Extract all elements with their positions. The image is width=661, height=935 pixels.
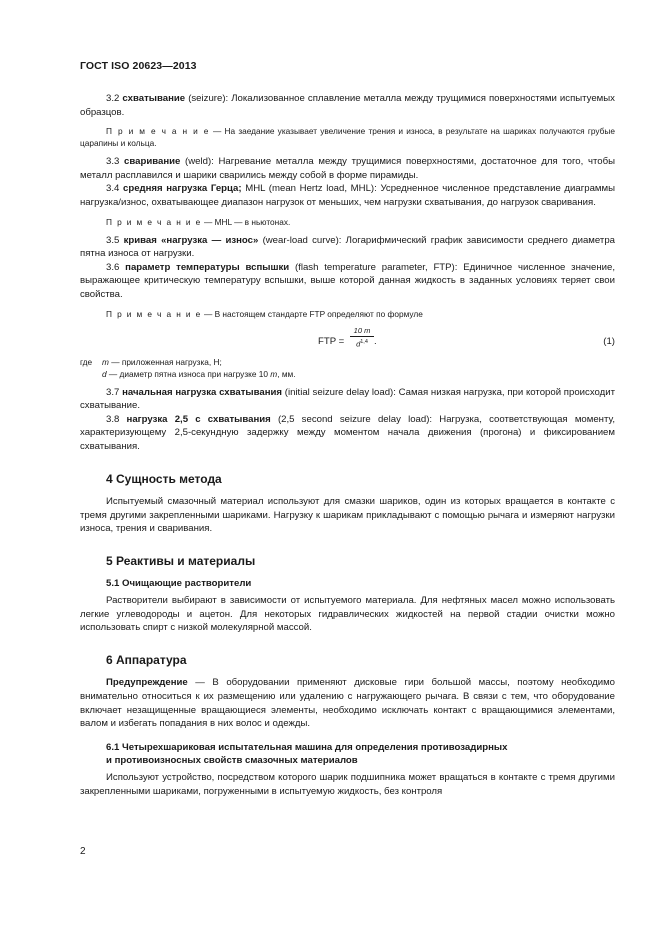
- definition-3-5: [80, 234, 615, 261]
- legend-row-m: [80, 356, 615, 368]
- definition-text: (weld): Нагревание металла между трущимися поверхностями, достаточное для того, чтобы металл расплавился и шарики сварились между собой в форме пирамиды.: [80, 156, 615, 181]
- warning-text: — В оборудовании применяют дисковые гири большой массы, поэтому необходимо внимательно относиться к их размещению или удалению с нагружающего рычага. В связи с тем, что оборудование включает незащищенные вращающиеся элементы, необходимо исключать контакт с вращающимися элементами, валом и избегать попадания в них волос и одежды.: [80, 677, 615, 730]
- formula-tail: .: [374, 335, 377, 347]
- page-content: [80, 92, 615, 798]
- note-label: П р и м е ч а н и е: [106, 216, 202, 227]
- definition-text: (initial seizure delay load): Самая низкая нагрузка, при которой происходит схватывание.: [80, 386, 615, 412]
- formula-number: (1): [603, 335, 615, 347]
- clause-number: 3.8: [106, 413, 127, 425]
- legend-lead: где: [80, 356, 93, 367]
- term: нагрузка 2,5 с схватывания: [126, 413, 271, 425]
- term: схватывание: [122, 93, 186, 104]
- definition-text: (2,5 second seizure delay load): Нагрузка, соответствующая моменту, характеризующему 2,5-секундную задержку между моментом начала движения (прогона) и фиксированием схватывания.: [80, 413, 615, 452]
- definition-text: (seizure): Локализованное сплавление металла между трущимися поверхностями испытуемых образцов.: [80, 93, 615, 118]
- symbol-m: m: [270, 368, 278, 379]
- legend-row-d: [80, 368, 615, 380]
- standard-header: ГОСТ ISO 20623—2013: [80, 60, 197, 72]
- note-text: — В настоящем стандарте FTP определяют по формуле: [201, 308, 423, 319]
- definition-3-3: [80, 155, 615, 182]
- legend-def-d: [102, 368, 296, 380]
- formula-numerator: 10 m: [350, 326, 374, 337]
- term: средняя нагрузка Герца;: [123, 183, 242, 195]
- symbol-d: d: [102, 368, 107, 379]
- note-mhl: [80, 216, 615, 228]
- note-ftp: [80, 308, 615, 320]
- note-text: — На заедание указывает увеличение трения и износа, в результате на шариках получаются грубые царапины и кольца.: [80, 126, 615, 149]
- definition-3-7: [80, 386, 615, 413]
- warning-paragraph: [80, 676, 615, 730]
- formula-lhs: FTP =: [318, 335, 345, 347]
- section-5-1-text: Растворители выбирают в зависимости от испытуемого материала. Для нефтяных масел можно использовать легкие углеводороды и ацетон. Для некоторых гидравлических жидкостей на первой стадии очистки можно использовать спирт с низкой молекулярной массой.: [80, 595, 615, 634]
- definition-text: (flash temperature parameter, FTP): Единичное численное значение, выражающее критическую температуру вспышки, выше которой данная жидкость в заданных условиях теряет свои свойства.: [80, 261, 615, 300]
- definition-3-6: [80, 261, 615, 302]
- warning-label: Предупреждение: [106, 677, 188, 689]
- section-title-4: 4 Сущность метода: [106, 471, 222, 486]
- definition-3-8: [80, 413, 615, 454]
- section-title-5: 5 Реактивы и материалы: [106, 553, 256, 568]
- clause-number: 3.2: [106, 93, 123, 104]
- definition-text: MHL (mean Hertz load, MHL): Усредненное численное представление диаграммы нагрузка/износ, охватывающее диапазон нагрузок от меньших, чем нагрузки схватывания, до нагрузок сваривания.: [80, 183, 615, 208]
- legend-text: — диаметр пятна износа при нагрузке 10: [106, 368, 271, 379]
- note-text: — MHL — в ньютонах.: [201, 216, 291, 227]
- term: сваривание: [124, 156, 181, 168]
- section-4-text: Испытуемый смазочный материал используют для смазки шариков, один из которых вращается в контакте с тремя другими закрепленными шариками. Нагрузку к шарикам прикладывают с помощью рычага и измеряют нагрузки износа, трения и сваривания.: [80, 496, 615, 535]
- section-title-6: 6 Аппаратура: [106, 652, 187, 667]
- term: начальная нагрузка схватывания: [122, 386, 283, 398]
- denominator-exponent: 1,4: [360, 338, 368, 345]
- subsection-title-5-1: 5.1 Очищающие растворители: [106, 578, 252, 590]
- clause-number: 3.7: [106, 386, 123, 398]
- denominator-base: d: [356, 339, 361, 349]
- subsection-title-line: 6.1 Четырехшариковая испытательная машина для определения противозадирных: [106, 741, 508, 753]
- clause-number: 3.6: [106, 261, 126, 273]
- note-label: П р и м е ч а н и е: [106, 126, 210, 137]
- term: параметр температуры вспышки: [125, 261, 290, 273]
- note-seizure: [80, 125, 615, 149]
- legend-def-m: [102, 356, 222, 368]
- definition-3-2: [80, 92, 615, 119]
- clause-number: 3.5: [106, 234, 124, 246]
- formula-legend: [80, 356, 615, 380]
- formula-ftp: [80, 326, 615, 356]
- subsection-title-line: и противоизносных свойств смазочных материалов: [106, 755, 358, 767]
- page-number: 2: [80, 846, 86, 857]
- definition-text: (wear-load curve): Логарифмический график зависимости среднего диаметра пятна износа от нагрузки.: [80, 234, 615, 260]
- formula-fraction: [350, 326, 374, 350]
- note-label: П р и м е ч а н и е: [106, 308, 202, 319]
- legend-text: — приложенная нагрузка, Н;: [108, 356, 222, 367]
- section-6-1-text: Используют устройство, посредством которого шарик подшипника может вращаться в контакте с тремя другими закрепленными шариками, погруженными в испытуемую жидкость, без контроля: [80, 772, 615, 797]
- term: кривая «нагрузка — износ»: [123, 234, 259, 246]
- formula-denominator: [350, 337, 374, 350]
- legend-text: , мм.: [277, 368, 296, 379]
- clause-number: 3.3: [106, 156, 125, 168]
- clause-number: 3.4: [106, 183, 123, 195]
- definition-3-4: [80, 182, 615, 209]
- subsection-title-6-1: [106, 741, 615, 768]
- symbol-m: m: [102, 356, 109, 367]
